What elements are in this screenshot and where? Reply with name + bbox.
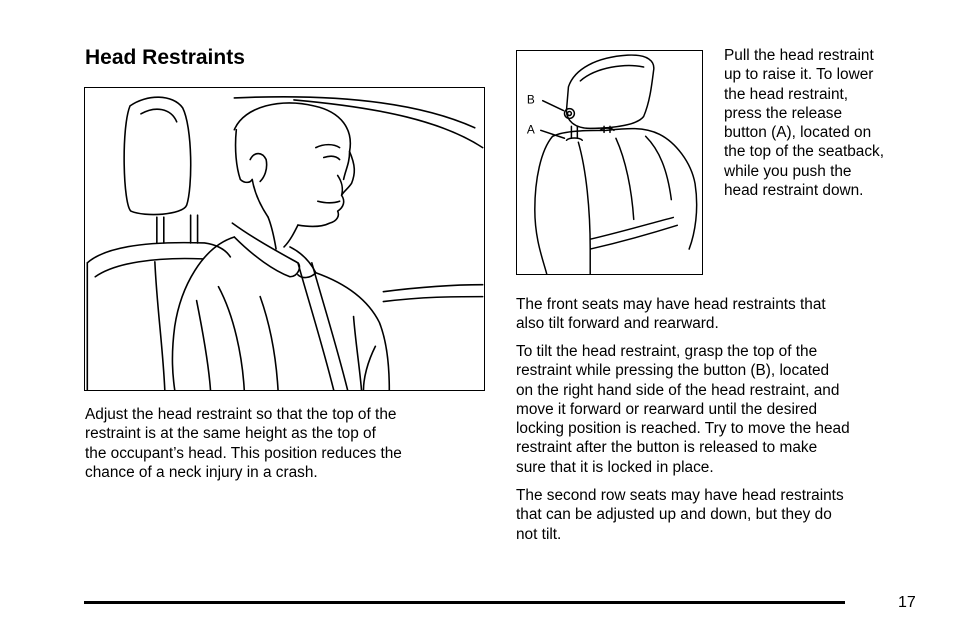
label-b: B <box>526 92 535 107</box>
release-button-illustration <box>516 50 703 275</box>
side-paragraph: Pull the head restraint up to raise it. To lower the head restraint, press the release button (A), located on the top of the seatback, while you push the head restraint down. <box>724 47 885 200</box>
left-paragraph: Adjust the head restraint so that the top of the restraint is at the same height as the top of the occupant’s head. This position reduces the chance of a neck injury in a crash. <box>85 406 402 481</box>
page-title: Head Restraints <box>85 46 245 69</box>
head-restraint-illustration <box>84 87 485 391</box>
label-a: A <box>526 122 535 137</box>
page-number: 17 <box>898 594 916 611</box>
driver-head-restraint-illustration-icon <box>85 88 484 390</box>
paragraph-second-row: The second row seats may have head restraints that can be adjusted up and down, but they do not tilt. <box>516 487 844 543</box>
footer-rule <box>84 601 845 604</box>
paragraph-tilt-intro: The front seats may have head restraints that also tilt forward and rearward. <box>516 296 826 333</box>
paragraph-tilt-instructions: To tilt the head restraint, grasp the top of the restraint while pressing the button (B), located on the right hand side of the head restraint, and move it forward or rearward until the desired locking position is reached. Try to move the head restraint after the button is released to make sure that it is locked in place. <box>516 343 850 476</box>
head-restraint-buttons-illustration-icon <box>517 51 702 274</box>
